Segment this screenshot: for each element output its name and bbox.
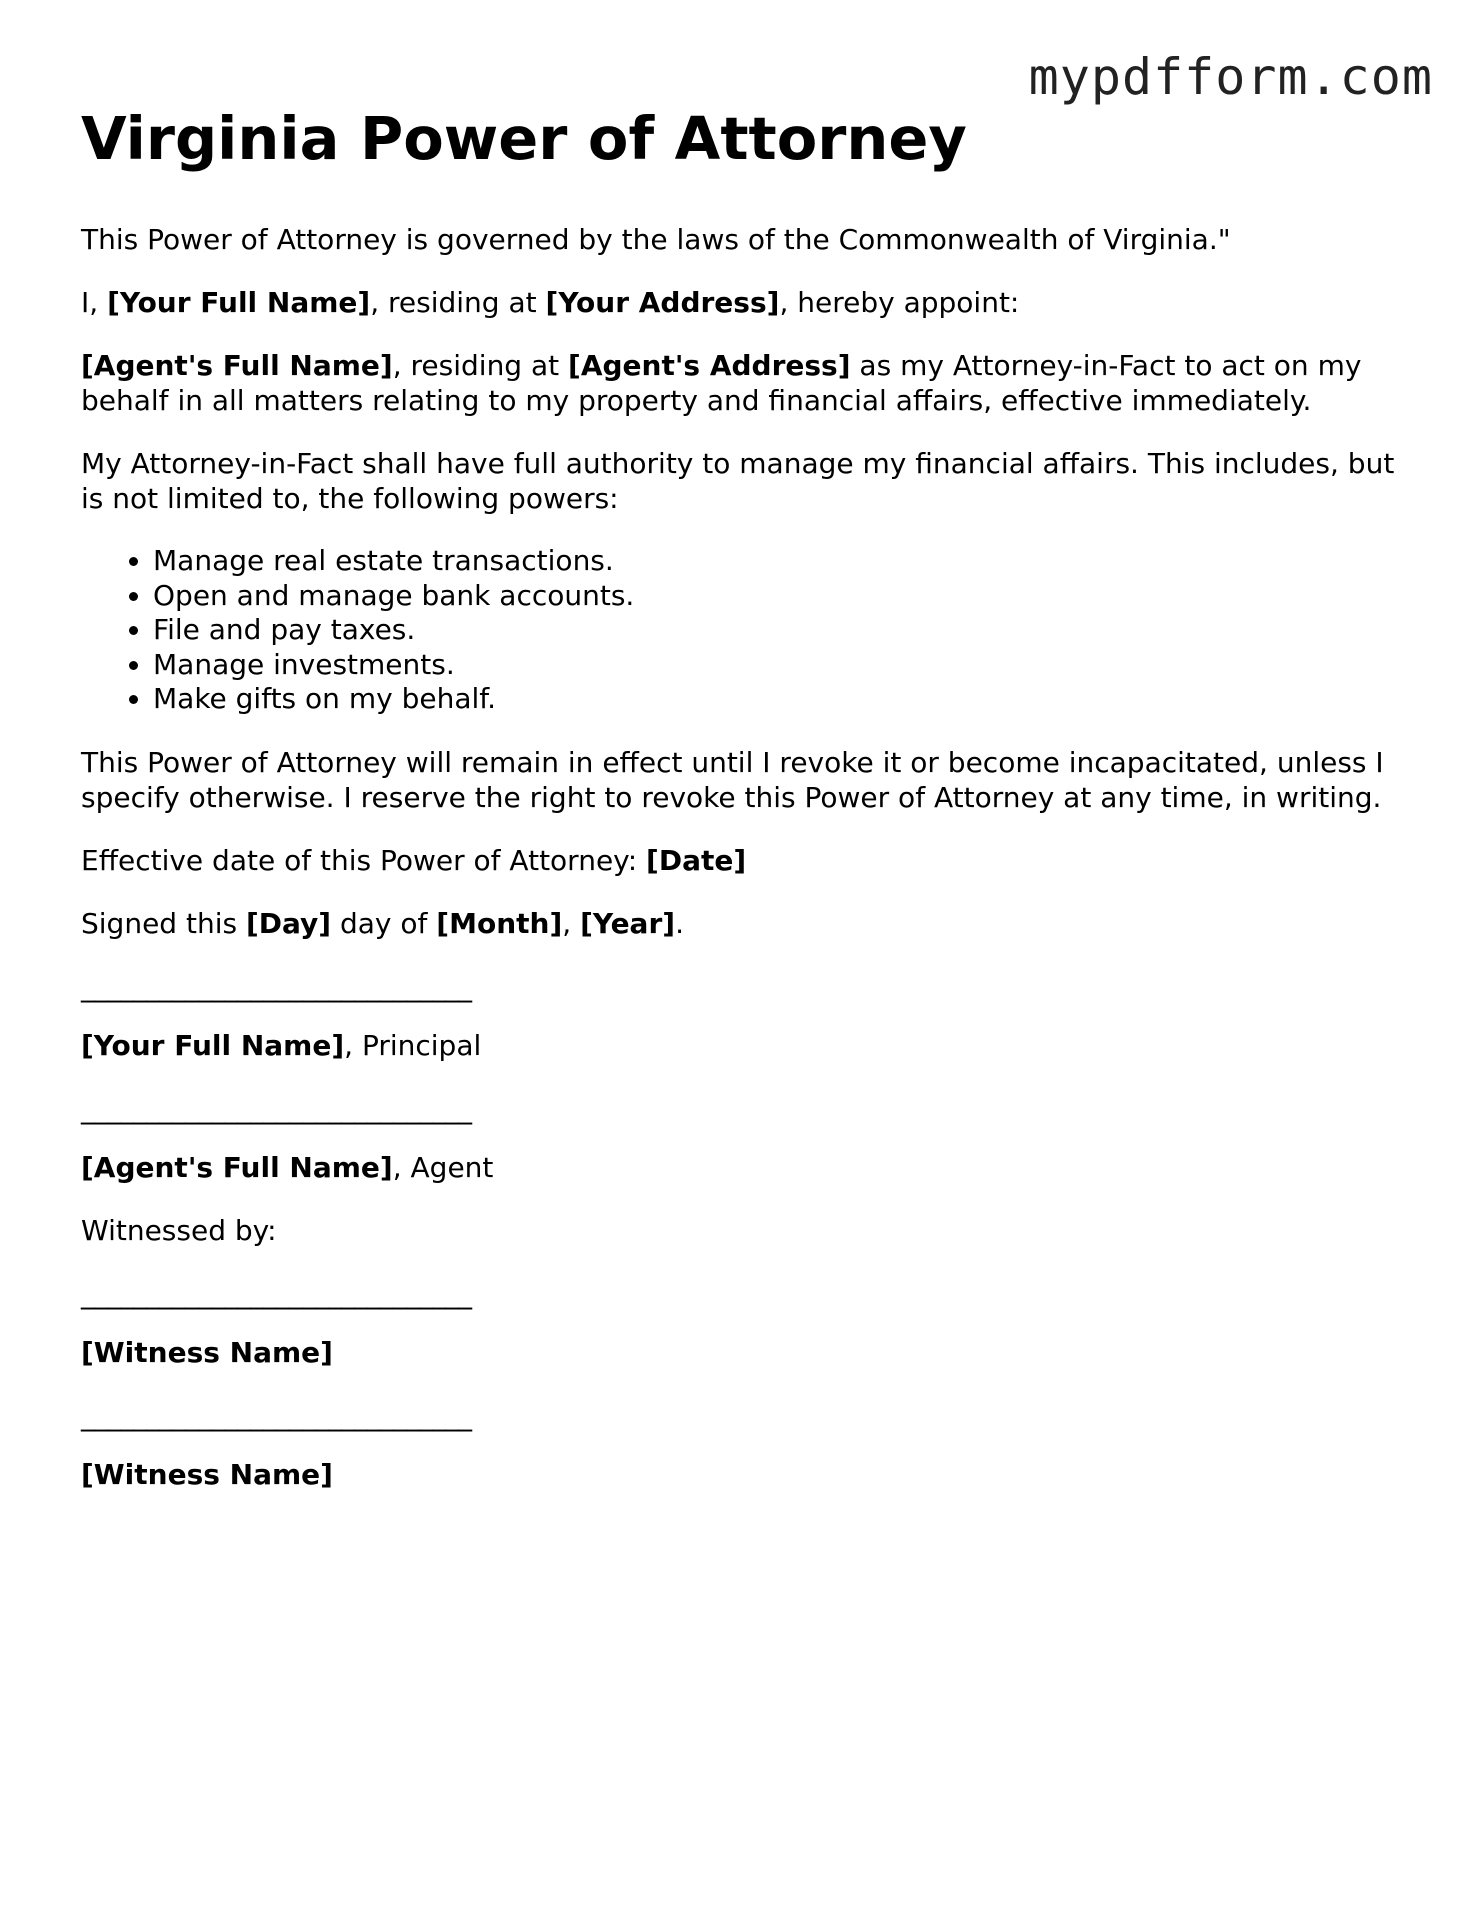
witness-2-signature-line[interactable]: ______________________________ — [81, 1398, 471, 1432]
day-placeholder: [Day] — [245, 906, 332, 940]
date-placeholder: [Date] — [646, 843, 747, 877]
powers-list — [81, 544, 1401, 717]
signed-date-line: Signed this [Day] day of [Month], [Year]. — [81, 906, 684, 940]
agent-signature-label: [Agent's Full Name], Agent — [81, 1150, 494, 1184]
agent-address-placeholder: [Agent's Address] — [568, 349, 851, 382]
list-item: • File and pay taxes. — [153, 613, 1401, 648]
witness-1-label: [Witness Name] — [81, 1335, 333, 1369]
effective-date-line: Effective date of this Power of Attorney: [Date] — [81, 843, 747, 877]
governing-law-paragraph: This Power of Attorney is governed by the laws of the Commonwealth of Virginia." — [81, 223, 1231, 256]
month-placeholder: [Month] — [436, 906, 563, 940]
list-item: • Manage investments. — [153, 648, 1401, 683]
list-item: • Open and manage bank accounts. — [153, 579, 1401, 614]
list-item: • Manage real estate transactions. — [153, 544, 1401, 579]
agent-name-placeholder: [Agent's Full Name] — [81, 349, 393, 382]
principal-signature-line[interactable]: ______________________________ — [81, 969, 471, 1003]
principal-address-placeholder: [Your Address] — [545, 286, 780, 319]
authority-paragraph: My Attorney-in-Fact shall have full authority to manage my financial affairs. This includes, but is not limited to, the following powers: — [81, 447, 1395, 515]
witness-1-signature-line[interactable]: ______________________________ — [81, 1276, 471, 1310]
agent-signature-line[interactable]: ______________________________ — [81, 1091, 471, 1125]
witnessed-by-label: Witnessed by: — [81, 1213, 277, 1247]
appointment-paragraph: I, [Your Full Name], residing at [Your Address], hereby appoint: — [81, 286, 1020, 319]
witness-2-label: [Witness Name] — [81, 1457, 333, 1491]
site-watermark: mypdfform.com — [1028, 48, 1433, 106]
agent-paragraph: [Agent's Full Name], residing at [Agent's Address] as my Attorney-in-Fact to act on my behalf in all matters relating to my property and financial affairs, effective immediately. — [81, 349, 1362, 417]
principal-signature-label: [Your Full Name], Principal — [81, 1028, 482, 1062]
page-title: Virginia Power of Attorney — [81, 104, 967, 173]
duration-paragraph: This Power of Attorney will remain in effect until I revoke it or become incapacitated, unless I specify otherwise. I reserve the right to revoke this Power of Attorney at any time, in writing. — [81, 745, 1384, 814]
document-page — [81, 100, 1401, 1520]
list-item: • Make gifts on my behalf. — [153, 682, 1401, 717]
year-placeholder: [Year] — [580, 906, 676, 940]
principal-name-placeholder: [Your Full Name] — [107, 286, 371, 319]
